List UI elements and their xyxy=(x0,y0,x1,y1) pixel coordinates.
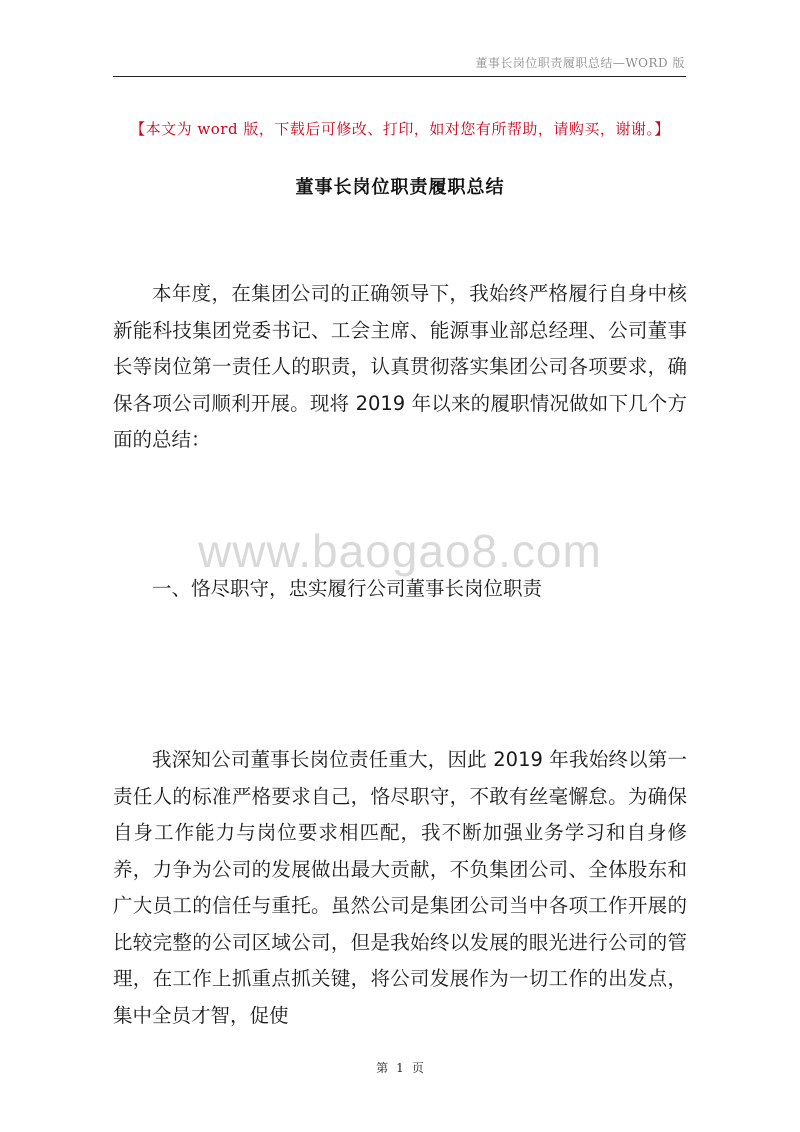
purchase-notice: 【本文为 word 版，下载后可修改、打印，如对您有所帮助，请购买，谢谢。】 xyxy=(130,120,670,138)
running-header: 董事长岗位职责履职总结—WORD 版 xyxy=(475,56,685,70)
section-heading: 一、恪尽职守，忠实履行公司董事长岗位职责 xyxy=(152,577,543,600)
page-number: 1 xyxy=(396,1061,404,1075)
page-footer xyxy=(0,1059,800,1076)
watermark-text: www.baogao8.com xyxy=(198,525,602,577)
document-title: 董事长岗位职责履职总结 xyxy=(295,177,505,198)
footer-suffix: 页 xyxy=(411,1061,424,1075)
body-paragraph-duty: 我深知公司董事长岗位责任重大，因此 2019 年我始终以第一责任人的标准严格要求自己，恪尽职守，不敢有丝毫懈怠。为确保自身工作能力与岗位要求相匹配，我不断加强业务学习和自身修养，力争为公司的发展做出最大贡献，不负集团公司、全体股东和广大员工的信任与重托。虽然公司是集团公司当中各项工作开展的比较完整的公司区域公司，但是我始终以发展的眼光进行公司的管理，在工作上抓重点抓关键，将公司发展作为一切工作的出发点，集中全员才智，促使 xyxy=(113,748,687,1027)
body-paragraph-intro: 本年度，在集团公司的正确领导下，我始终严格履行自身中核新能科技集团党委书记、工会主席、能源事业部总经理、公司董事长等岗位第一责任人的职责，认真贯彻落实集团公司各项要求，确保各项公司顺利开展。现将 2019 年以来的履职情况做如下几个方面的总结： xyxy=(113,282,687,451)
footer-prefix: 第 xyxy=(376,1061,389,1075)
header-divider xyxy=(113,76,686,77)
